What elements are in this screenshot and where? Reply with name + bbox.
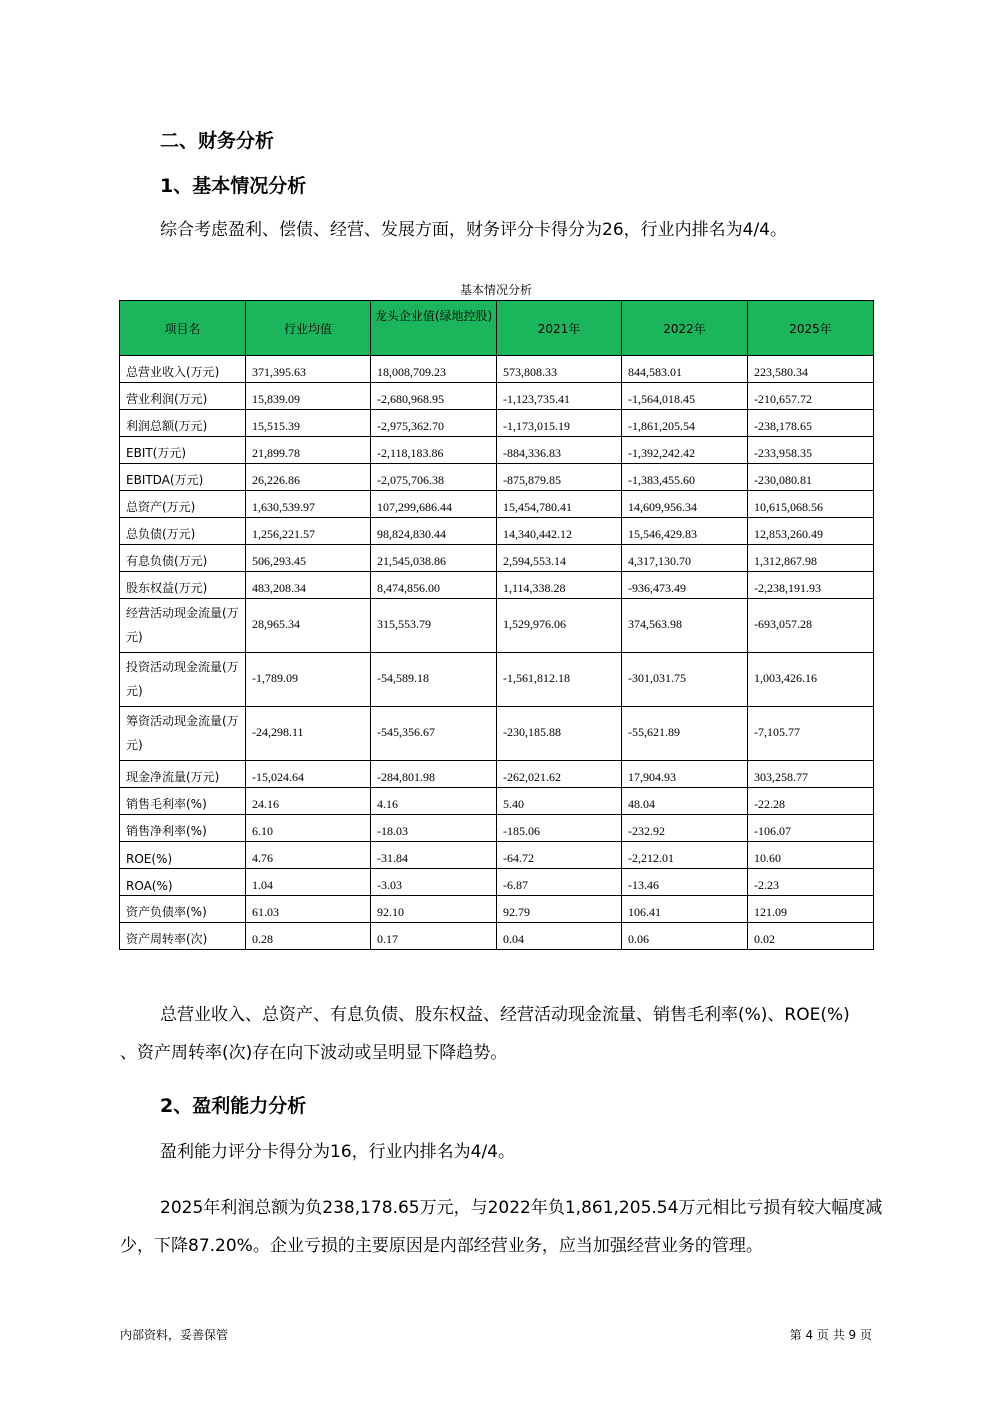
table-row bbox=[120, 518, 874, 545]
value-cell: -6.87 bbox=[497, 869, 622, 896]
row-label-cell: 销售净利率(%) bbox=[120, 815, 246, 842]
value-cell: 6.10 bbox=[246, 815, 371, 842]
value-cell: -545,356.67 bbox=[371, 707, 497, 761]
value-cell: -1,561,812.18 bbox=[497, 653, 622, 707]
value-cell: -232.92 bbox=[622, 815, 748, 842]
value-cell: 4.16 bbox=[371, 788, 497, 815]
profit-detail-line-1: 2025年利润总额为负238,178.65万元，与2022年负1,861,205.54万元相比亏损有较大幅度减 bbox=[160, 1198, 883, 1218]
value-cell: 0.17 bbox=[371, 923, 497, 950]
header-cell: 2025年 bbox=[748, 301, 874, 356]
table-row bbox=[120, 761, 874, 788]
row-label-cell: 总营业收入(万元) bbox=[120, 356, 246, 383]
value-cell: -54,589.18 bbox=[371, 653, 497, 707]
value-cell: -31.84 bbox=[371, 842, 497, 869]
row-label-cell: 筹资活动现金流量(万元) bbox=[120, 707, 246, 761]
profit-score-paragraph: 盈利能力评分卡得分为16，行业内排名为4/4。 bbox=[160, 1142, 515, 1162]
value-cell: -262,021.62 bbox=[497, 761, 622, 788]
row-label-cell: 现金净流量(万元) bbox=[120, 761, 246, 788]
table-row bbox=[120, 464, 874, 491]
value-cell: 1,312,867.98 bbox=[748, 545, 874, 572]
row-label-cell: 经营活动现金流量(万元) bbox=[120, 599, 246, 653]
value-cell: -24,298.11 bbox=[246, 707, 371, 761]
table-row bbox=[120, 707, 874, 761]
value-cell: 21,899.78 bbox=[246, 437, 371, 464]
table-header-row bbox=[120, 301, 874, 356]
value-cell: -936,473.49 bbox=[622, 572, 748, 599]
value-cell: 12,853,260.49 bbox=[748, 518, 874, 545]
row-label-cell: 销售毛利率(%) bbox=[120, 788, 246, 815]
table-row bbox=[120, 896, 874, 923]
value-cell: -64.72 bbox=[497, 842, 622, 869]
row-label-cell: EBIT(万元) bbox=[120, 437, 246, 464]
table-row bbox=[120, 923, 874, 950]
value-cell: 15,546,429.83 bbox=[622, 518, 748, 545]
value-cell: -1,564,018.45 bbox=[622, 383, 748, 410]
table-row bbox=[120, 788, 874, 815]
table-row bbox=[120, 815, 874, 842]
value-cell: -1,173,015.19 bbox=[497, 410, 622, 437]
row-label-cell: EBITDA(万元) bbox=[120, 464, 246, 491]
value-cell: 24.16 bbox=[246, 788, 371, 815]
header-cell: 行业均值 bbox=[246, 301, 371, 356]
value-cell: 5.40 bbox=[497, 788, 622, 815]
row-label-cell: 有息负债(万元) bbox=[120, 545, 246, 572]
subsection-title-basic: 1、基本情况分析 bbox=[160, 175, 307, 197]
value-cell: 48.04 bbox=[622, 788, 748, 815]
value-cell: -238,178.65 bbox=[748, 410, 874, 437]
value-cell: 106.41 bbox=[622, 896, 748, 923]
value-cell: 1,256,221.57 bbox=[246, 518, 371, 545]
value-cell: 15,454,780.41 bbox=[497, 491, 622, 518]
intro-paragraph: 综合考虑盈利、偿债、经营、发展方面，财务评分卡得分为26，行业内排名为4/4。 bbox=[160, 220, 787, 240]
row-label-cell: ROA(%) bbox=[120, 869, 246, 896]
value-cell: 28,965.34 bbox=[246, 599, 371, 653]
value-cell: -210,657.72 bbox=[748, 383, 874, 410]
table-row bbox=[120, 383, 874, 410]
table-row bbox=[120, 356, 874, 383]
value-cell: 573,808.33 bbox=[497, 356, 622, 383]
profit-detail-line-2: 少，下降87.20%。企业亏损的主要原因是内部经营业务，应当加强经营业务的管理。 bbox=[120, 1236, 763, 1256]
value-cell: 1.04 bbox=[246, 869, 371, 896]
value-cell: -13.46 bbox=[622, 869, 748, 896]
table-row bbox=[120, 410, 874, 437]
value-cell: 4.76 bbox=[246, 842, 371, 869]
value-cell: 61.03 bbox=[246, 896, 371, 923]
value-cell: 98,824,830.44 bbox=[371, 518, 497, 545]
row-label-cell: 利润总额(万元) bbox=[120, 410, 246, 437]
footer-confidential: 内部资料，妥善保管 bbox=[120, 1328, 229, 1342]
table-row bbox=[120, 491, 874, 518]
summary-line-2: 、资产周转率(次)存在向下波动或呈明显下降趋势。 bbox=[120, 1043, 508, 1063]
table-row bbox=[120, 545, 874, 572]
row-label-cell: ROE(%) bbox=[120, 842, 246, 869]
value-cell: -301,031.75 bbox=[622, 653, 748, 707]
value-cell: 0.04 bbox=[497, 923, 622, 950]
value-cell: -7,105.77 bbox=[748, 707, 874, 761]
value-cell: 1,529,976.06 bbox=[497, 599, 622, 653]
value-cell: 844,583.01 bbox=[622, 356, 748, 383]
value-cell: 107,299,686.44 bbox=[371, 491, 497, 518]
value-cell: -15,024.64 bbox=[246, 761, 371, 788]
header-cell: 2021年 bbox=[497, 301, 622, 356]
value-cell: 0.28 bbox=[246, 923, 371, 950]
row-label-cell: 总负债(万元) bbox=[120, 518, 246, 545]
value-cell: 21,545,038.86 bbox=[371, 545, 497, 572]
value-cell: 506,293.45 bbox=[246, 545, 371, 572]
value-cell: -106.07 bbox=[748, 815, 874, 842]
value-cell: -3.03 bbox=[371, 869, 497, 896]
value-cell: -230,185.88 bbox=[497, 707, 622, 761]
value-cell: -230,080.81 bbox=[748, 464, 874, 491]
value-cell: 4,317,130.70 bbox=[622, 545, 748, 572]
value-cell: 10.60 bbox=[748, 842, 874, 869]
value-cell: 15,515.39 bbox=[246, 410, 371, 437]
table-row bbox=[120, 599, 874, 653]
value-cell: 92.79 bbox=[497, 896, 622, 923]
footer-page-number: 第 4 页 共 9 页 bbox=[789, 1328, 872, 1342]
row-label-cell: 总资产(万元) bbox=[120, 491, 246, 518]
value-cell: -2.23 bbox=[748, 869, 874, 896]
value-cell: 1,630,539.97 bbox=[246, 491, 371, 518]
value-cell: -2,212.01 bbox=[622, 842, 748, 869]
value-cell: 8,474,856.00 bbox=[371, 572, 497, 599]
value-cell: -2,118,183.86 bbox=[371, 437, 497, 464]
value-cell: 18,008,709.23 bbox=[371, 356, 497, 383]
value-cell: -2,238,191.93 bbox=[748, 572, 874, 599]
table-row bbox=[120, 842, 874, 869]
value-cell: -1,123,735.41 bbox=[497, 383, 622, 410]
value-cell: 17,904.93 bbox=[622, 761, 748, 788]
value-cell: -884,336.83 bbox=[497, 437, 622, 464]
basic-analysis-table bbox=[119, 300, 874, 950]
value-cell: 0.02 bbox=[748, 923, 874, 950]
row-label-cell: 投资活动现金流量(万元) bbox=[120, 653, 246, 707]
value-cell: 92.10 bbox=[371, 896, 497, 923]
value-cell: 14,340,442.12 bbox=[497, 518, 622, 545]
value-cell: -1,392,242.42 bbox=[622, 437, 748, 464]
value-cell: 315,553.79 bbox=[371, 599, 497, 653]
value-cell: -18.03 bbox=[371, 815, 497, 842]
table-caption: 基本情况分析 bbox=[459, 283, 532, 297]
value-cell: 223,580.34 bbox=[748, 356, 874, 383]
value-cell: 303,258.77 bbox=[748, 761, 874, 788]
header-cell: 龙头企业值(绿地控股) bbox=[371, 301, 497, 356]
value-cell: 10,615,068.56 bbox=[748, 491, 874, 518]
value-cell: -284,801.98 bbox=[371, 761, 497, 788]
value-cell: 0.06 bbox=[622, 923, 748, 950]
header-cell: 2022年 bbox=[622, 301, 748, 356]
value-cell: 2,594,553.14 bbox=[497, 545, 622, 572]
table-row bbox=[120, 572, 874, 599]
value-cell: 371,395.63 bbox=[246, 356, 371, 383]
table-row bbox=[120, 869, 874, 896]
value-cell: 26,226.86 bbox=[246, 464, 371, 491]
section-title: 二、财务分析 bbox=[160, 130, 275, 152]
value-cell: 14,609,956.34 bbox=[622, 491, 748, 518]
value-cell: -55,621.89 bbox=[622, 707, 748, 761]
value-cell: 15,839.09 bbox=[246, 383, 371, 410]
row-label-cell: 营业利润(万元) bbox=[120, 383, 246, 410]
row-label-cell: 资产周转率(次) bbox=[120, 923, 246, 950]
value-cell: 121.09 bbox=[748, 896, 874, 923]
value-cell: -1,383,455.60 bbox=[622, 464, 748, 491]
value-cell: 374,563.98 bbox=[622, 599, 748, 653]
table-row bbox=[120, 653, 874, 707]
value-cell: -2,075,706.38 bbox=[371, 464, 497, 491]
value-cell: -1,861,205.54 bbox=[622, 410, 748, 437]
value-cell: -875,879.85 bbox=[497, 464, 622, 491]
summary-line-1: 总营业收入、总资产、有息负债、股东权益、经营活动现金流量、销售毛利率(%)、ROE(%) bbox=[160, 1005, 850, 1025]
value-cell: -233,958.35 bbox=[748, 437, 874, 464]
value-cell: -693,057.28 bbox=[748, 599, 874, 653]
value-cell: -2,680,968.95 bbox=[371, 383, 497, 410]
value-cell: -2,975,362.70 bbox=[371, 410, 497, 437]
subsection-title-profit: 2、盈利能力分析 bbox=[160, 1095, 307, 1117]
table-row bbox=[120, 437, 874, 464]
value-cell: 1,003,426.16 bbox=[748, 653, 874, 707]
value-cell: 483,208.34 bbox=[246, 572, 371, 599]
header-cell: 项目名 bbox=[120, 301, 246, 356]
value-cell: -1,789.09 bbox=[246, 653, 371, 707]
value-cell: -22.28 bbox=[748, 788, 874, 815]
row-label-cell: 股东权益(万元) bbox=[120, 572, 246, 599]
value-cell: 1,114,338.28 bbox=[497, 572, 622, 599]
value-cell: -185.06 bbox=[497, 815, 622, 842]
row-label-cell: 资产负债率(%) bbox=[120, 896, 246, 923]
